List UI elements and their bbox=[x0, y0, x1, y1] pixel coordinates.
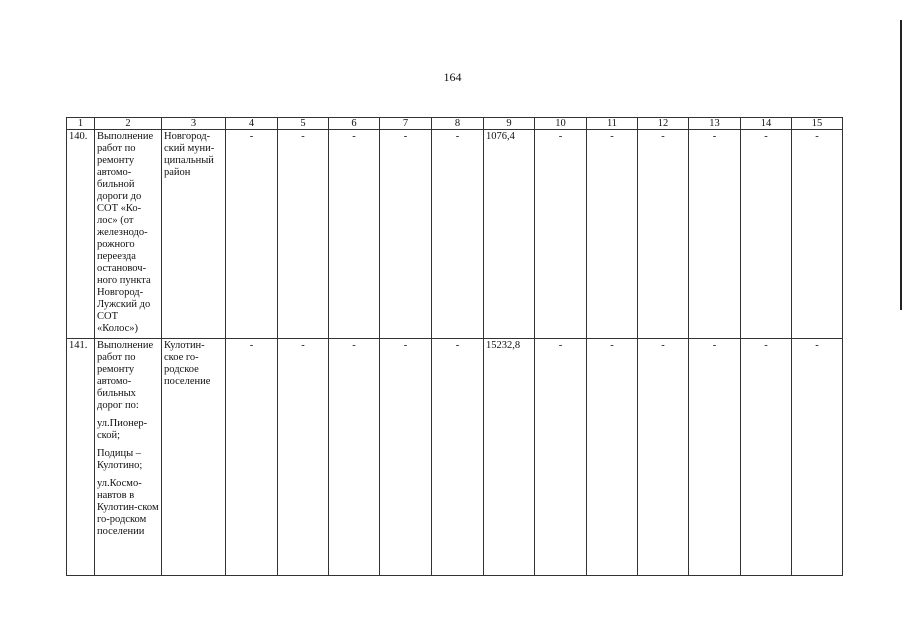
row-number: 141. bbox=[67, 339, 95, 576]
column-header: 5 bbox=[278, 118, 329, 130]
column-header: 3 bbox=[162, 118, 226, 130]
table-cell: - bbox=[329, 130, 380, 339]
table-cell: - bbox=[226, 130, 278, 339]
table-cell: - bbox=[380, 130, 432, 339]
table-cell: - bbox=[587, 339, 638, 576]
work-description bbox=[95, 130, 162, 339]
page-number: 164 bbox=[443, 70, 462, 84]
row-number: 140. bbox=[67, 130, 95, 339]
table-cell: - bbox=[792, 339, 843, 576]
table-cell: - bbox=[432, 130, 484, 339]
table-cell: - bbox=[278, 339, 329, 576]
table-cell: - bbox=[278, 130, 329, 339]
column-header: 4 bbox=[226, 118, 278, 130]
table-cell: - bbox=[689, 130, 741, 339]
table-cell: - bbox=[535, 339, 587, 576]
column-header: 2 bbox=[95, 118, 162, 130]
column-header: 11 bbox=[587, 118, 638, 130]
table-cell: - bbox=[226, 339, 278, 576]
column-header: 6 bbox=[329, 118, 380, 130]
work-description-line: Выполнение работ по ремонту автомо-бильных дорог по: bbox=[97, 340, 154, 411]
column-header: 13 bbox=[689, 118, 741, 130]
page-edge-line bbox=[900, 20, 902, 310]
column-header: 9 bbox=[484, 118, 535, 130]
table-cell: - bbox=[741, 130, 792, 339]
amount-cell: 15232,8 bbox=[484, 339, 535, 576]
municipality: Новгород-ский муни-ципальный район bbox=[162, 130, 226, 339]
table-cell: - bbox=[432, 339, 484, 576]
municipality: Кулотин-ское го-родское поселение bbox=[162, 339, 226, 576]
table-cell: - bbox=[329, 339, 380, 576]
column-header: 15 bbox=[792, 118, 843, 130]
work-description-line: ул.Пионер-ской; bbox=[97, 418, 148, 441]
table-cell: - bbox=[380, 339, 432, 576]
column-header: 8 bbox=[432, 118, 484, 130]
table-header-row bbox=[67, 118, 843, 130]
column-header: 1 bbox=[67, 118, 95, 130]
data-table bbox=[66, 117, 843, 576]
amount-cell: 1076,4 bbox=[484, 130, 535, 339]
table-cell: - bbox=[587, 130, 638, 339]
table-cell: - bbox=[535, 130, 587, 339]
work-description-line: ул.Космо-навтов в Кулотин-ском го-родском поселении bbox=[97, 478, 159, 537]
table-cell: - bbox=[638, 130, 689, 339]
table-row bbox=[67, 339, 843, 576]
table-cell: - bbox=[638, 339, 689, 576]
table-cell: - bbox=[792, 130, 843, 339]
work-description-line: Выполнение работ по ремонту автомо-бильной дороги до СОТ «Ко-лос» (от железнодо-рожного переезда остановоч-ного пункта Новгород-Лужский до СОТ «Колос») bbox=[97, 131, 154, 334]
work-description bbox=[95, 339, 162, 576]
column-header: 7 bbox=[380, 118, 432, 130]
column-header: 12 bbox=[638, 118, 689, 130]
column-header: 10 bbox=[535, 118, 587, 130]
column-header: 14 bbox=[741, 118, 792, 130]
work-description-line: Подицы – Кулотино; bbox=[97, 448, 143, 471]
table-cell: - bbox=[741, 339, 792, 576]
table-row bbox=[67, 130, 843, 339]
table-cell: - bbox=[689, 339, 741, 576]
